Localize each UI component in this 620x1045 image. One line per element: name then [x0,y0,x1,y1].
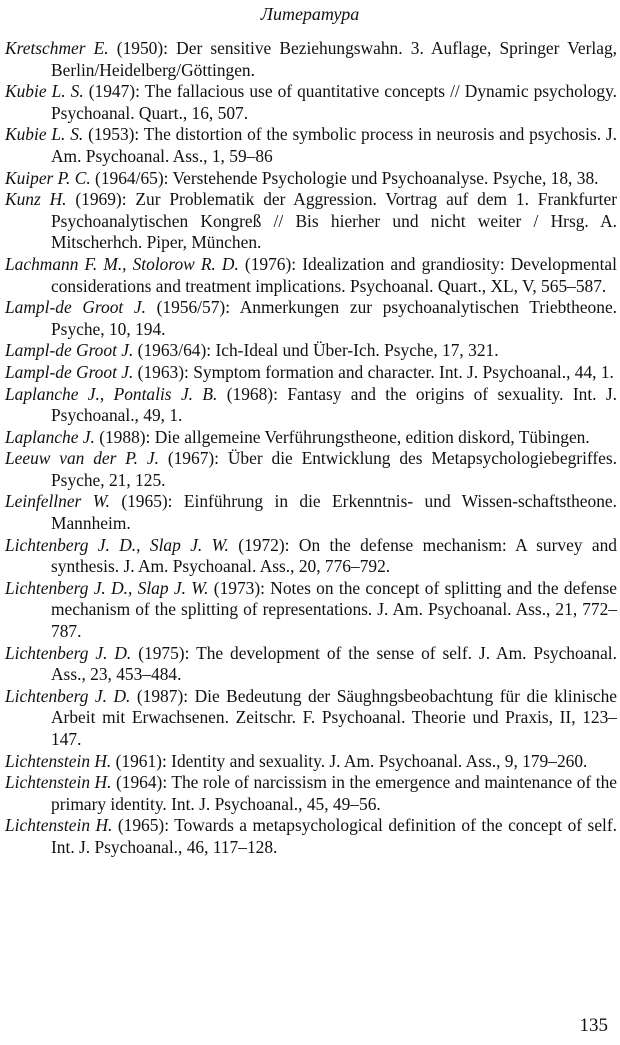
reference-author: Kunz H. [5,189,67,210]
reference-entry [5,643,617,686]
reference-author: Laplanche J. [5,426,95,447]
reference-text: (1965): Towards a metapsychological definition of the concept of self. Int. J. Psychoanal., 46, 117–128. [51,815,618,857]
reference-text: (1956/57): Anmerkungen zur psychoanalytischen Triebtheone. Psyche, 10, 194. [51,297,618,339]
reference-author: Lampl-de Groot J. [5,297,146,318]
reference-text: (1947): The fallacious use of quantitative concepts // Dynamic psychology. Psychoanal. Quart., 16, 507. [51,81,617,123]
reference-entry [5,362,617,384]
reference-text: (1975): The development of the sense of self. J. Am. Psychoanal. Ass., 23, 453–484. [51,642,617,685]
reference-entry [5,38,617,81]
reference-author: Lichtenstein H. [5,772,112,793]
reference-author: Lachmann F. M., Stolorow R. D. [5,253,239,274]
reference-entry [5,491,617,534]
reference-entry [5,124,617,167]
reference-entry [5,254,617,297]
reference-text: (1969): Zur Problematik der Aggression. Vortrag auf dem 1. Frankfurter Psychoanalytischen Kongreß // Bis hierher und nicht weiter / Hrsg. A. Mitscherhch. Piper, München. [51,189,617,253]
reference-author: Kuiper P. C. [5,167,91,188]
reference-author: Lichtenberg J. D. [5,685,131,706]
reference-author: Lampl-de Groot J. [5,361,134,382]
reference-author: Lichtenberg J. D., Slap J. W. [5,534,229,555]
reference-entry [5,189,617,254]
reference-text: (1961): Identity and sexuality. J. Am. Psychoanal. Ass., 9, 179–260. [111,750,588,771]
reference-author: Leinfellner W. [5,491,110,512]
reference-text: (1976): Idealization and grandiosity: Developmental considerations and treatment implications. Psychoanal. Quart., XL, V, 565–587. [51,253,617,296]
reference-text: (1963): Symptom formation and character. Int. J. Psychoanal., 44, 1. [133,361,614,382]
reference-text: (1973): Notes on the concept of splitting and the defense mechanism of the splitting of representations. J. Am. Psychoanal. Ass., 21, 772–787. [51,577,617,642]
reference-author: Lichtenberg J. D., Slap J. W. [5,577,209,598]
reference-author: Kretschmer E. [5,38,109,58]
reference-text: (1953): The distortion of the symbolic process in neurosis and psychosis. J. Am. Psychoanal. Ass., 1, 59–86 [51,124,617,166]
reference-text: (1972): On the defense mechanism: A survey and synthesis. J. Am. Psychoanal. Ass., 20, 776–792. [51,534,617,577]
running-header: Литература [260,4,360,24]
reference-author: Kubie L. S. [5,81,84,102]
reference-entry [5,340,617,362]
reference-entry [5,384,617,427]
reference-entry [5,448,617,491]
reference-text: (1950): Der sensitive Beziehungswahn. 3. Auflage, Springer Verlag, Berlin/Heidelberg/Göttingen. [51,38,617,80]
reference-text: (1965): Einführung in die Erkenntnis- und Wissen-schaftstheone. Mannheim. [51,491,617,534]
reference-entry [5,751,617,773]
reference-text: (1967): Über die Entwicklung des Metapsychologiebegriffes. Psyche, 21, 125. [51,448,617,490]
reference-entry [5,168,617,190]
reference-text: (1964/65): Verstehende Psychologie und Psychoanalyse. Psyche, 18, 38. [90,167,599,188]
reference-entry [5,81,617,124]
reference-text: (1964): The role of narcissism in the emergence and maintenance of the primary identity. Int. J. Psychoanal., 45, 49–56. [51,772,617,814]
reference-text: (1988): Die allgemeine Verführungstheone, edition diskord, Tübingen. [94,426,590,447]
reference-entry [5,772,617,815]
reference-author: Lampl-de Groot J. [5,340,134,361]
reference-entry [5,578,617,643]
reference-list [5,38,617,859]
reference-author: Lichtenberg J. D. [5,642,132,663]
reference-entry [5,535,617,578]
reference-text: (1987): Die Bedeutung der Säughngsbeobachtung für die klinische Arbeit mit Erwachsenen. Zeitschr. F. Psychoanal. Theorie und Praxis, II, 123–147. [51,685,617,749]
reference-author: Lichtenstein H. [5,815,113,836]
reference-text: (1968): Fantasy and the origins of sexuality. Int. J. Psychoanal., 49, 1. [51,383,617,426]
page-number: 135 [579,1015,608,1036]
reference-author: Lichtenstein H. [5,750,112,771]
reference-author: Laplanche J., Pontalis J. B. [5,383,218,404]
reference-author: Kubie L. S. [5,124,84,145]
reference-text: (1963/64): Ich-Ideal und Über-Ich. Psyche, 17, 321. [133,340,499,361]
reference-entry [5,686,617,751]
reference-entry [5,427,617,449]
reference-author: Leeuw van der P. J. [5,448,159,469]
reference-entry [5,297,617,340]
reference-entry [5,815,617,858]
